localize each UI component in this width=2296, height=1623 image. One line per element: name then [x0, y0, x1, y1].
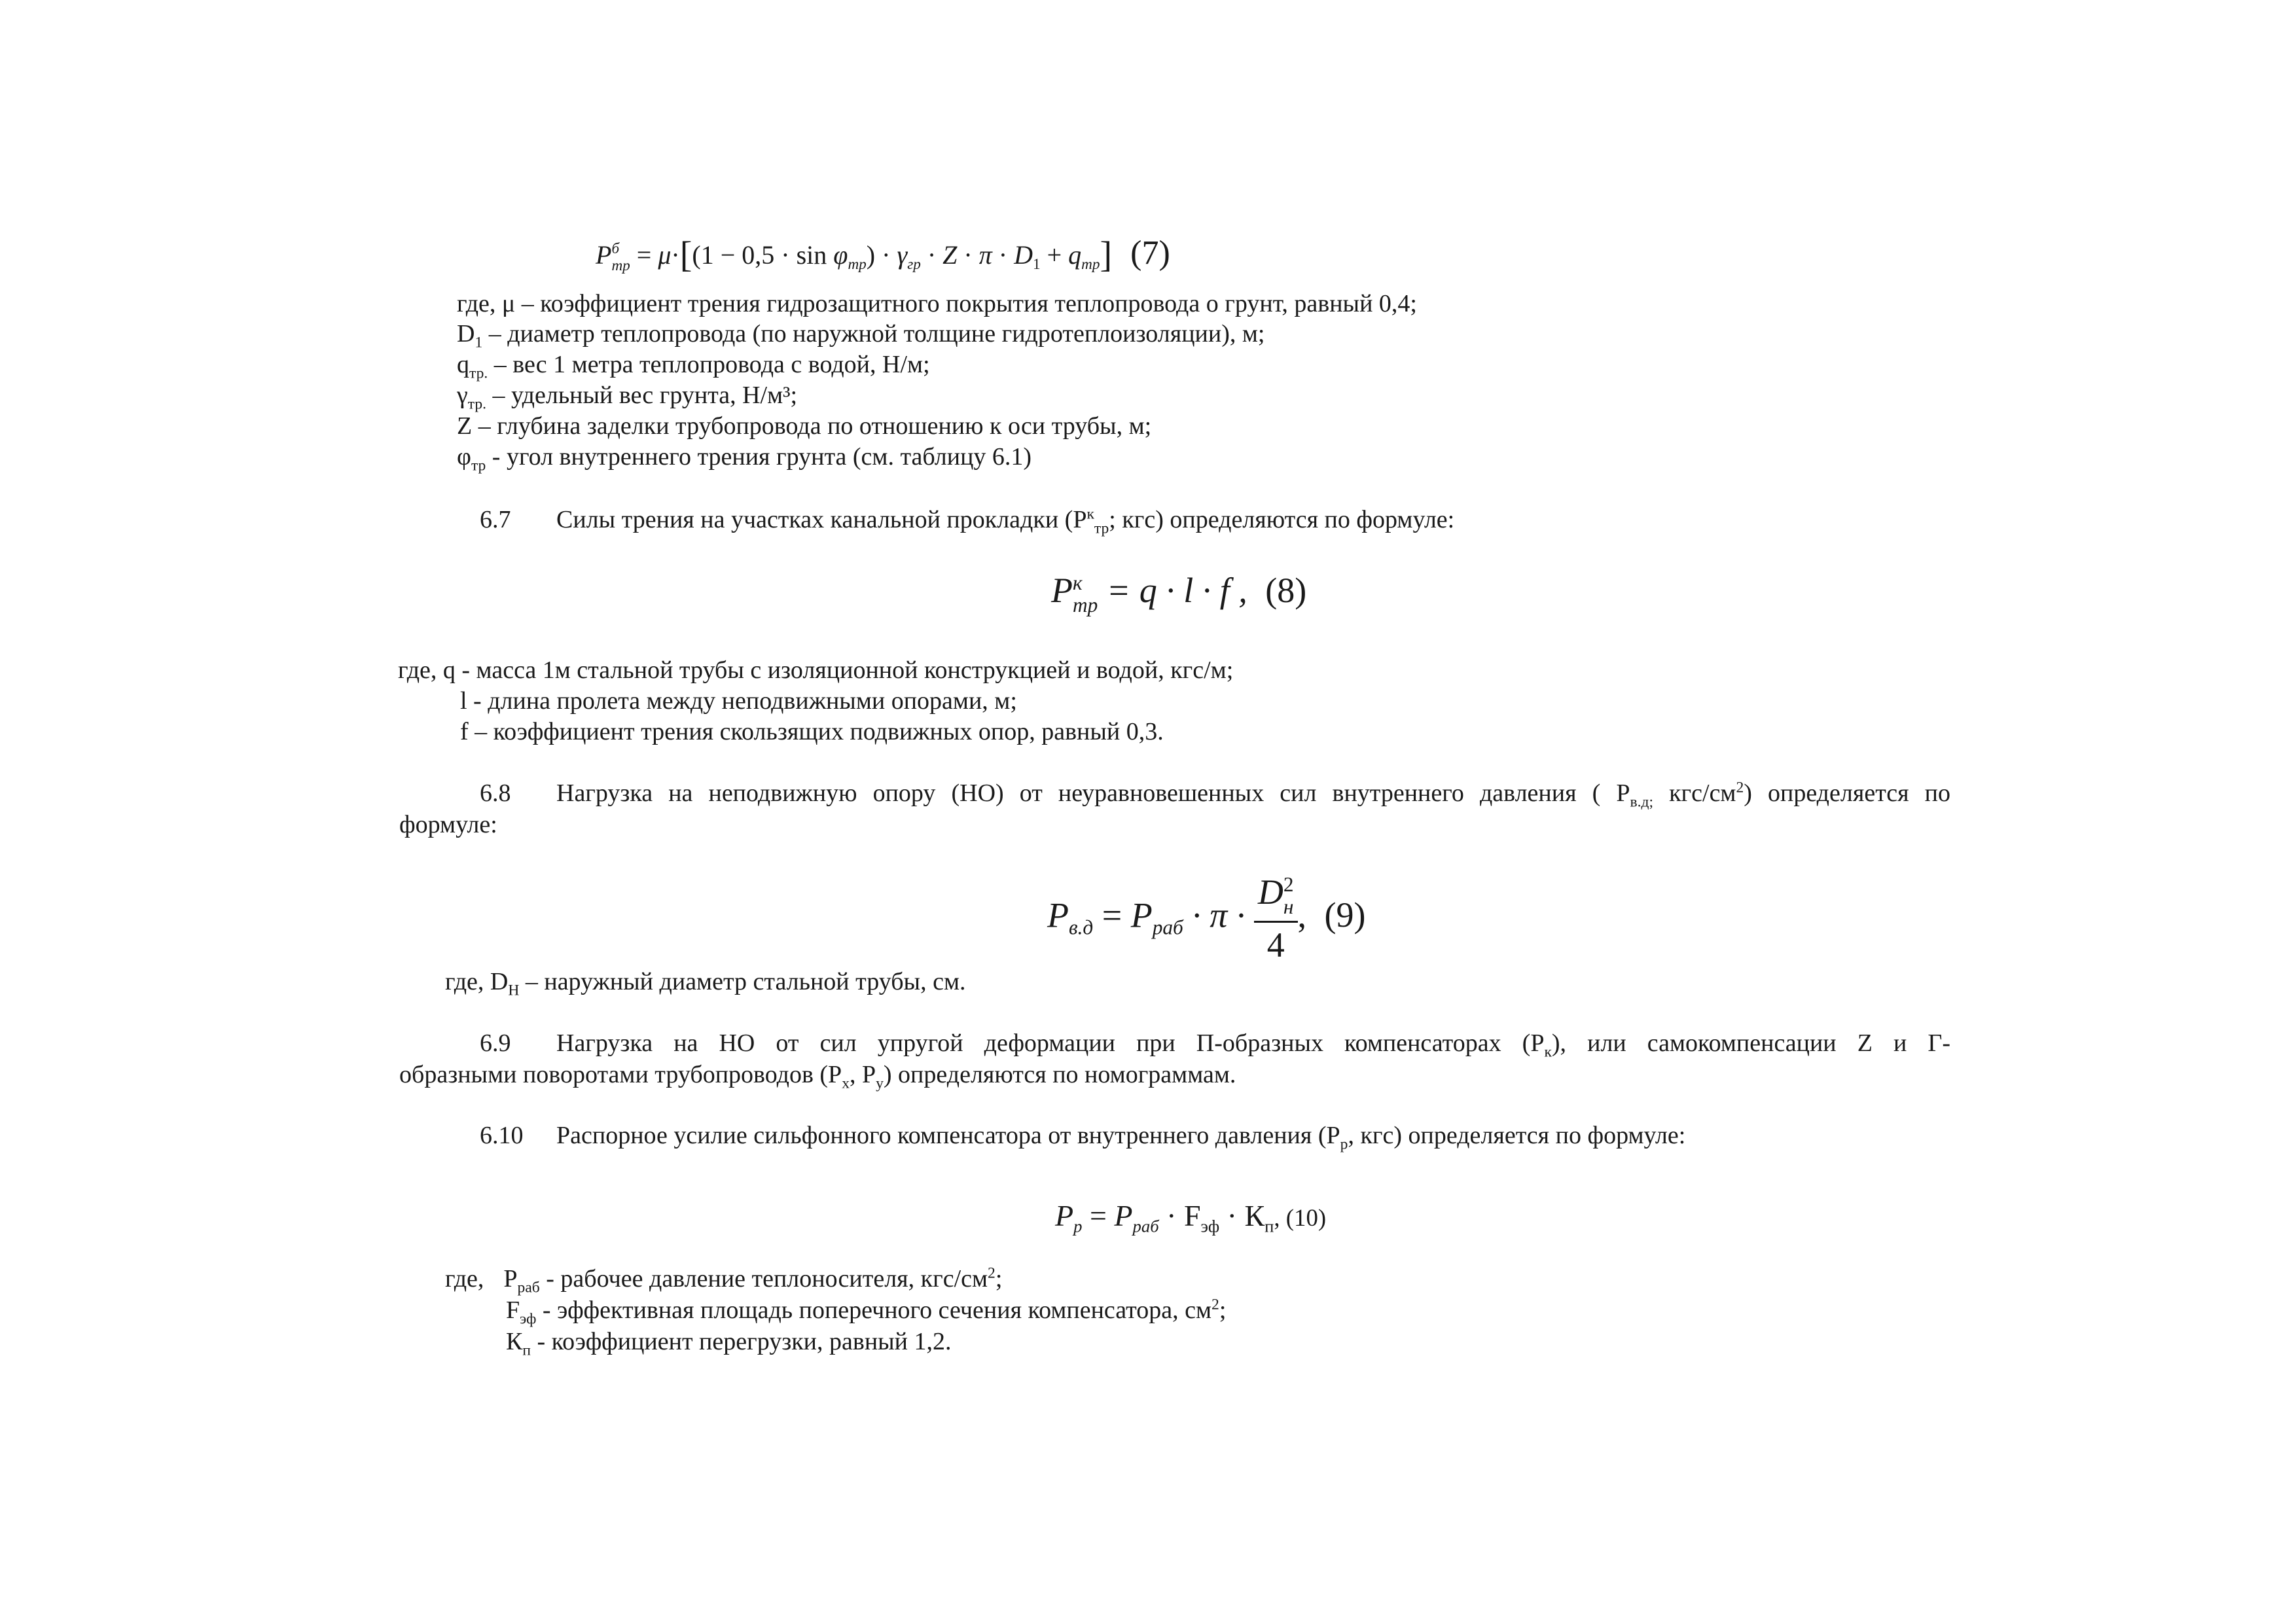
- section-6-8-line-2: формуле:: [399, 811, 497, 838]
- section-6-9-line-2: образными поворотами трубопроводов ($Р_х$, $Р_у$) определяются по номограммам.: [399, 1061, 1236, 1092]
- def-p-rab: где, $Р_{раб}$ - рабочее давление теплоносителя, кгс/$см^2$;: [445, 1264, 1003, 1296]
- section-6-7-number: 6.7: [480, 506, 511, 533]
- formula-9-fraction: D 2 н 4: [1254, 874, 1298, 964]
- def-q-mass: где, q - масса 1м стальной трубы с изоляционной конструкцией и водой, кгс/м;: [398, 656, 1234, 684]
- def-q-tr: $q_{тр.}$ – вес 1 метра теплопровода с водой, Н/м;: [457, 351, 930, 382]
- formula-7-lhs: P б тр: [596, 240, 630, 274]
- section-6-9-line-1: Нагрузка на НО от сил упругой деформации при П-образных компенсаторах $(Р_к)$, или самокомпенсации Z и Г-: [556, 1029, 1950, 1061]
- def-phi-tr: $\varphi_{тр}$ - угол внутреннего трения грунта (см. таблицу 6.1): [457, 443, 1032, 474]
- def-f-friction: f – коэффициент трения скользящих подвижных опор, равный 0,3.: [460, 718, 1164, 745]
- formula-10-number: , (10): [1274, 1204, 1327, 1231]
- section-6-8-number: 6.8: [480, 779, 511, 807]
- formula-9-number: (9): [1324, 895, 1366, 935]
- def-k-p: $К_п$ - коэффициент перегрузки, равный 1,2.: [506, 1328, 952, 1359]
- formula-7-number: (7): [1130, 234, 1170, 272]
- formula-7: P б тр = $\mu\cdot[(1 - 0,5 \cdot \sin \varphi_{тр}) \cdot \gamma_{гр} \cdot Z \cdot \pi \cdot D_1 + q_{тр}]$ (7): [596, 234, 1170, 276]
- def-d1: $D_1$ – диаметр теплопровода (по наружной толщине гидротеплоизоляции), м;: [457, 320, 1265, 351]
- section-6-8-line-1: Нагрузка на неподвижную опору (НО) от неуравновешенных сил внутреннего давления ( $Р_{в.д;}$ кгс/$см^2$) определяется по: [556, 779, 1951, 811]
- section-6-7-text: Силы трения на участках канальной прокладки ($Р^к_{тр}$; кгс) определяются по формуле:: [556, 505, 1455, 537]
- def-d-outer: где, $D_Н$ – наружный диаметр стальной трубы, см.: [445, 968, 966, 999]
- section-6-10-number: 6.10: [480, 1122, 524, 1149]
- section-6-10-text: Распорное усилие сильфонного компенсатора от внутреннего давления ($Р_р$, кгс) определяется по формуле:: [556, 1122, 1686, 1153]
- formula-8: P к тр = q · l · f , (8): [1051, 571, 1307, 617]
- def-f-ef: $F_{эф}$ - эффективная площадь поперечного сечения компенсатора, $см^2$;: [506, 1296, 1227, 1328]
- formula-8-number: (8): [1265, 571, 1307, 610]
- def-l-span: l - длина пролета между неподвижными опорами, м;: [460, 687, 1017, 715]
- def-mu: где, μ – коэффициент трения гидрозащитного покрытия теплопровода о грунт, равный 0,4;: [457, 290, 1417, 317]
- formula-9: $P_{в.д} = P_{раб} \cdot \pi$ · D 2 н 4 , (9): [1047, 872, 1366, 965]
- formula-10: $P_р = P_{раб} \cdot F_{эф} \cdot К_п$, (10): [1055, 1199, 1327, 1236]
- def-gamma-tr: $\gamma_{тр.}$ – удельный вес грунта, Н/м³;: [457, 382, 798, 413]
- section-6-9-number: 6.9: [480, 1029, 511, 1057]
- def-z: Z – глубина заделки трубопровода по отношению к оси трубы, м;: [457, 412, 1152, 440]
